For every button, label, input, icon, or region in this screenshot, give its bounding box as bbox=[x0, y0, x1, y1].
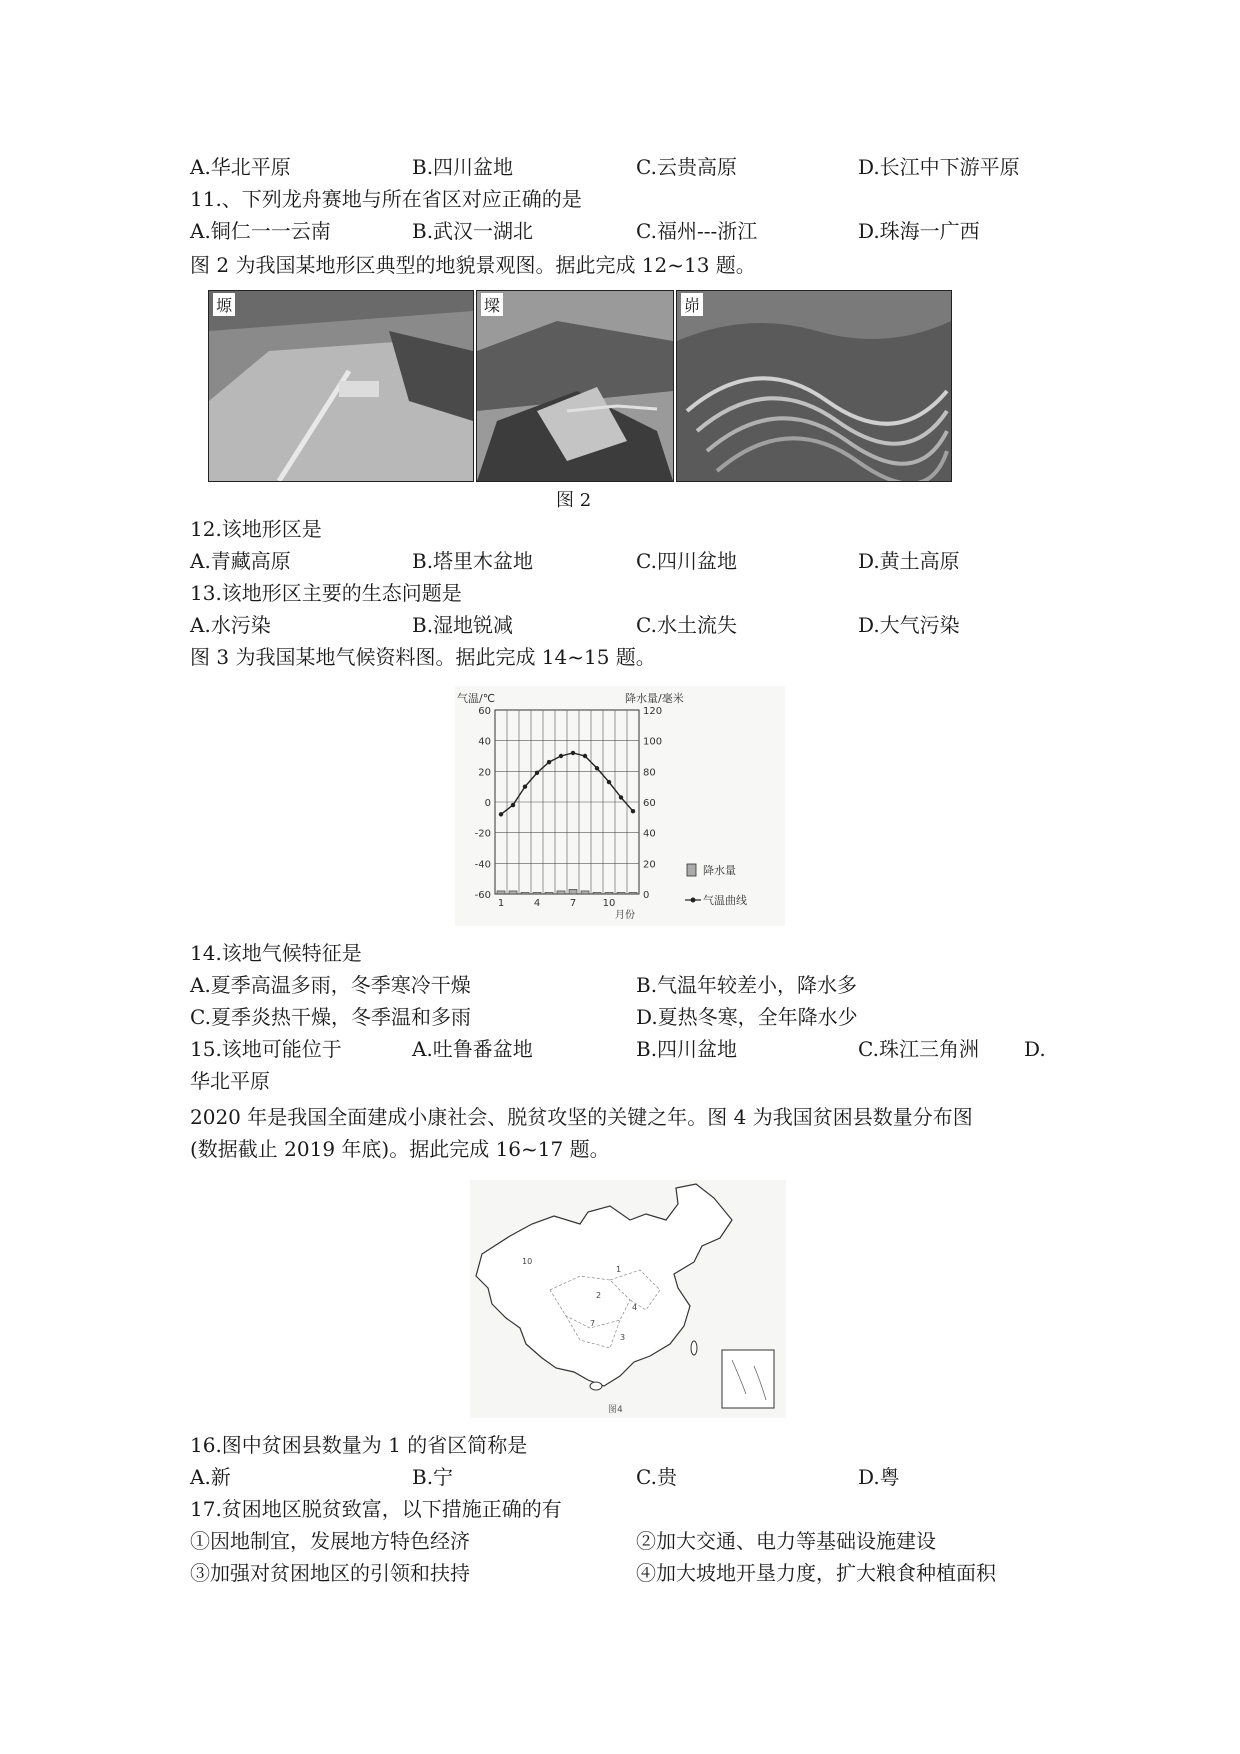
photo-yuan bbox=[208, 290, 474, 482]
precip-bar bbox=[593, 892, 601, 894]
q13-option-c: C.水土流失 bbox=[636, 613, 737, 637]
map-number-1: 10 bbox=[522, 1257, 533, 1266]
climate-grid bbox=[495, 710, 639, 894]
q10-option-c: C.云贵高原 bbox=[636, 155, 737, 179]
temp-point bbox=[595, 766, 599, 770]
q14-stem: 14.该地气候特征是 bbox=[190, 941, 362, 965]
temp-point bbox=[523, 784, 527, 788]
precip-bar bbox=[629, 892, 637, 894]
q12-stem: 12.该地形区是 bbox=[190, 517, 322, 541]
temp-point bbox=[583, 754, 587, 758]
q15-option-c: C.珠江三角洲 bbox=[858, 1037, 979, 1061]
month-tick-label: 7 bbox=[569, 898, 577, 909]
precip-tick-label: 80 bbox=[643, 767, 656, 779]
fig3-intro: 图 3 为我国某地气候资料图。据此完成 14~15 题。 bbox=[190, 645, 656, 669]
temp-point bbox=[607, 780, 611, 784]
precip-tick-label: 60 bbox=[643, 798, 656, 809]
temp-point bbox=[559, 754, 563, 758]
q17-item-2: ②加大交通、电力等基础设施建设 bbox=[636, 1529, 936, 1553]
temp-point bbox=[535, 771, 539, 775]
q17-stem: 17.贫困地区脱贫致富，以下措施正确的有 bbox=[190, 1497, 562, 1521]
x-axis-label: 月份 bbox=[615, 910, 635, 921]
hainan-island bbox=[590, 1382, 602, 1390]
fig2-intro: 图 2 为我国某地形区典型的地貌景观图。据此完成 12~13 题。 bbox=[190, 253, 756, 277]
temp-tick-label: 60 bbox=[478, 706, 491, 717]
china-outline bbox=[476, 1184, 732, 1386]
month-tick-label: 10 bbox=[602, 898, 616, 909]
poverty-county-map bbox=[470, 1180, 786, 1418]
photo-tag-liang: 墚 bbox=[481, 293, 503, 316]
q13-option-b: B.湿地锐减 bbox=[412, 613, 514, 637]
temp-axis-label: 气温/℃ bbox=[457, 692, 496, 705]
temp-tick-label: -40 bbox=[474, 859, 491, 871]
climate-chart bbox=[455, 686, 785, 926]
climate-chart-svg bbox=[455, 686, 785, 926]
precip-bar bbox=[509, 891, 517, 894]
temp-tick-label: -20 bbox=[474, 828, 491, 840]
q11-option-d: D.珠海一广西 bbox=[858, 219, 980, 243]
fig4-caption: 图4 bbox=[608, 1405, 623, 1415]
temp-tick-label: -60 bbox=[474, 890, 491, 901]
precip-tick-label: 20 bbox=[643, 859, 656, 871]
q16-option-c: C.贵 bbox=[636, 1465, 677, 1489]
precip-bar bbox=[545, 892, 553, 894]
q16-stem: 16.图中贫困县数量为 1 的省区简称是 bbox=[190, 1433, 528, 1457]
precip-tick-label: 0 bbox=[643, 890, 650, 901]
q17-item-4: ④加大坡地开垦力度，扩大粮食种植面积 bbox=[636, 1561, 996, 1585]
q14-option-a: A.夏季高温多雨，冬季寒冷干燥 bbox=[190, 973, 471, 997]
legend-precip-swatch bbox=[687, 864, 696, 876]
precip-tick-label: 40 bbox=[643, 828, 656, 840]
q11-stem: 11.、下列龙舟赛地与所在省区对应正确的是 bbox=[190, 187, 582, 211]
map-number-5: 4 bbox=[632, 1303, 638, 1312]
photo-tag-yuan: 塬 bbox=[213, 293, 235, 316]
temp-point bbox=[499, 812, 503, 816]
climate-legend bbox=[685, 863, 747, 907]
precip-bar bbox=[497, 891, 505, 894]
q10-option-a: A.华北平原 bbox=[190, 155, 291, 179]
q11-option-c: C.福州---浙江 bbox=[636, 219, 758, 243]
temp-point bbox=[547, 760, 551, 764]
precip-bar bbox=[605, 892, 613, 894]
taiwan-island bbox=[691, 1341, 697, 1355]
landform-photos-figure bbox=[208, 290, 952, 512]
precip-bar bbox=[521, 892, 529, 894]
q12-option-a: A.青藏高原 bbox=[190, 549, 291, 573]
map-number-2: 1 bbox=[616, 1265, 622, 1274]
map-number-4: 7 bbox=[590, 1319, 596, 1328]
precip-bar bbox=[569, 889, 577, 894]
q17-item-1: ①因地制宜，发展地方特色经济 bbox=[190, 1529, 470, 1553]
temp-point bbox=[571, 751, 575, 755]
q13-stem: 13.该地形区主要的生态问题是 bbox=[190, 581, 462, 605]
precip-axis-label: 降水量/毫米 bbox=[625, 692, 684, 705]
precip-bar bbox=[533, 892, 541, 894]
fig2-caption: 图 2 bbox=[556, 490, 592, 511]
temp-point bbox=[631, 809, 635, 813]
map-number-3: 2 bbox=[596, 1291, 602, 1300]
temp-point bbox=[619, 795, 623, 799]
fig4-intro-line1: 2020 年是我国全面建成小康社会、脱贫攻坚的关键之年。图 4 为我国贫困县数量分布图 bbox=[190, 1105, 973, 1129]
q15-option-d-text: 华北平原 bbox=[190, 1069, 270, 1093]
q12-option-c: C.四川盆地 bbox=[636, 549, 737, 573]
legend-temp-dot bbox=[691, 898, 696, 903]
photo-liang bbox=[476, 290, 674, 482]
month-tick-label: 1 bbox=[497, 898, 505, 909]
q12-option-d: D.黄土高原 bbox=[858, 549, 960, 573]
q17-item-3: ③加强对贫困地区的引领和扶持 bbox=[190, 1561, 470, 1585]
q15-option-d: D. bbox=[1024, 1037, 1046, 1061]
precip-bar bbox=[581, 891, 589, 894]
q10-option-d: D.长江中下游平原 bbox=[858, 155, 1020, 179]
legend-precip: 降水量 bbox=[703, 864, 736, 877]
q16-option-b: B.宁 bbox=[412, 1465, 454, 1489]
precip-bar bbox=[557, 891, 565, 894]
q14-option-d: D.夏热冬寒，全年降水少 bbox=[636, 1005, 858, 1029]
q11-option-b: B.武汉一湖北 bbox=[412, 219, 534, 243]
precip-tick-label: 100 bbox=[643, 736, 663, 748]
q16-option-a: A.新 bbox=[190, 1465, 231, 1489]
temp-tick-label: 0 bbox=[484, 798, 491, 809]
map-number-6: 3 bbox=[620, 1333, 626, 1342]
photo-mao bbox=[676, 290, 952, 482]
temp-point bbox=[511, 803, 515, 807]
q12-option-b: B.塔里木盆地 bbox=[412, 549, 534, 573]
legend-temp: 气温曲线 bbox=[703, 894, 747, 907]
q14-option-c: C.夏季炎热干燥，冬季温和多雨 bbox=[190, 1005, 471, 1029]
precip-tick-label: 120 bbox=[643, 706, 663, 717]
q10-option-b: B.四川盆地 bbox=[412, 155, 514, 179]
climate-ticks bbox=[475, 706, 662, 909]
q16-option-d: D.粤 bbox=[858, 1465, 900, 1489]
temp-tick-label: 40 bbox=[478, 736, 491, 748]
photo-tag-mao: 峁 bbox=[681, 293, 703, 316]
month-tick-label: 4 bbox=[533, 898, 541, 909]
q15-stem: 15.该地可能位于 bbox=[190, 1037, 342, 1061]
temp-tick-label: 20 bbox=[478, 767, 491, 779]
q13-option-d: D.大气污染 bbox=[858, 613, 960, 637]
q15-option-b: B.四川盆地 bbox=[636, 1037, 738, 1061]
precip-bar bbox=[617, 892, 625, 894]
q11-option-a: A.铜仁一一云南 bbox=[190, 219, 331, 243]
q14-option-b: B.气温年较差小，降水多 bbox=[636, 973, 858, 997]
fig4-intro-line2: (数据截止 2019 年底)。据此完成 16~17 题。 bbox=[190, 1137, 610, 1161]
q15-option-a: A.吐鲁番盆地 bbox=[412, 1037, 533, 1061]
china-map-svg bbox=[470, 1180, 786, 1418]
q13-option-a: A.水污染 bbox=[190, 613, 271, 637]
